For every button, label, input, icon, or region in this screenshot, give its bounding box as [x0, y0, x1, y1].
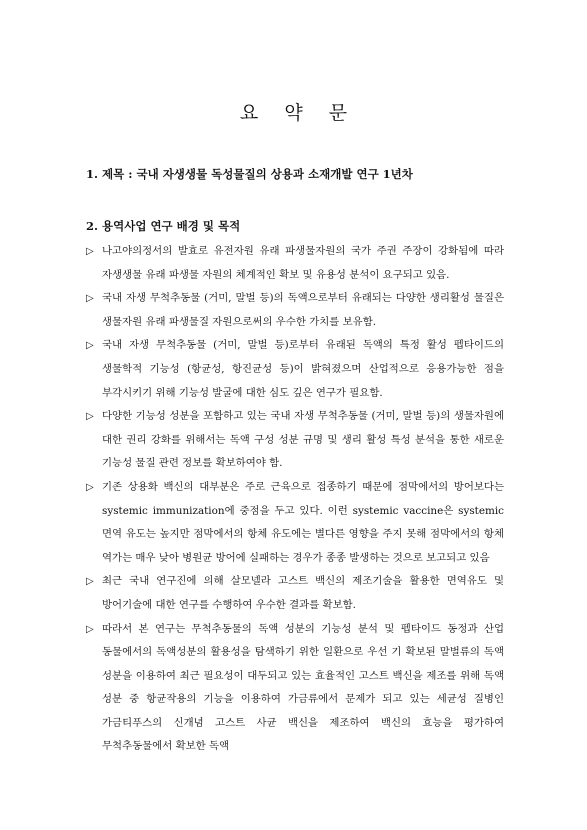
triangle-bullet-icon: ▷ [86, 340, 94, 352]
triangle-bullet-icon: ▷ [86, 411, 94, 423]
list-item [86, 405, 504, 476]
bullet-text: 국내 자생 무척추동물 (거미, 말벌 등)로부터 유래된 독액의 특정 활성 펩타이드의 생물학적 기능성 (항균성, 항진균성 등)이 밝혀졌으며 산업적으로 응용가능한 점을 부각시키기 위해 기능성 발굴에 대한 심도 깊은 연구가 필요함. [102, 339, 504, 399]
triangle-bullet-icon: ▷ [86, 246, 94, 257]
bullet-text: 따라서 본 연구는 무척추동물의 독액 성분의 기능성 분석 및 펩타이드 동정과 산업 동물에서의 독액성분의 활용성을 탐색하기 위한 일환으로 우선 기 확보된 말벌류의 독액 성분을 이용하여 최근 필요성이 대두되고 있는 효율적인 고스트 백신을 제조를 위해 독액 성분 중 항균작용의 기능을 이용하여 가금류에서 문제가 되고 있는 세균성 질병인 가금티푸스의 신개념 고스트 사균 백신을 제조하여 백신의 효능을 평가하여 무척추동물에서 확보한 독액 [102, 622, 504, 753]
bullet-text: 최근 국내 연구진에 의해 살모넬라 고스트 백신의 제조기술을 활용한 면역유도 및 방어기술에 대한 연구를 수행하여 우수한 결과를 확보함. [102, 575, 504, 611]
bullet-text: 국내 자생 무척추동물 (거미, 말벌 등)의 독액으로부터 유래되는 다양한 생리활성 물질은 생물자원 유래 파생물질 자원으로써의 우수한 가치를 보유함. [102, 292, 504, 328]
section-heading-title: 1. 제목 : 국내 자생생물 독성물질의 상용과 소재개발 연구 1년차 [86, 167, 413, 181]
list-item [86, 287, 504, 334]
list-item [86, 476, 504, 570]
section-heading-background: 2. 용역사업 연구 배경 및 목적 [86, 219, 241, 233]
list-item [86, 240, 504, 287]
triangle-bullet-icon: ▷ [86, 481, 94, 493]
bullet-text: 나고야의정서의 발효로 유전자원 유래 파생물자원의 국가 주권 주장이 강화됨에 따라 자생생물 유래 파생물 자원의 체계적인 확보 및 유용성 분석이 요구되고 있음. [102, 245, 504, 281]
bullet-text: 기존 상용화 백신의 대부분은 주로 근육으로 접종하기 때문에 점막에서의 방어보다는 systemic immunization에 중점을 두고 있다. 이런 systemic vaccine은 systemic 면역 유도는 높지만 점막에서의 항체 유도에는 별다른 영향을 주지 못해 점막에서의 항체 역가는 매우 낮아 병원균 방어에 실패하는 경우가 종종 발생하는 것으로 보고되고 있음 [102, 480, 504, 564]
triangle-bullet-icon: ▷ [86, 623, 94, 635]
bullet-text: 다양한 기능성 성분을 포함하고 있는 국내 자생 무척추동물 (거미, 말벌 등)의 생물자원에 대한 권리 강화를 위해서는 독액 구성 성분 규명 및 생리 활성 특성 분석을 통한 새로운 기능성 물질 관련 정보를 확보하여야 함. [102, 410, 504, 470]
triangle-bullet-icon: ▷ [86, 576, 94, 588]
bullet-list [86, 240, 504, 759]
list-item [86, 334, 504, 405]
document-title: 요 약 문 [239, 102, 358, 124]
list-item [86, 570, 504, 617]
list-item [86, 618, 504, 760]
triangle-bullet-icon: ▷ [86, 293, 94, 305]
